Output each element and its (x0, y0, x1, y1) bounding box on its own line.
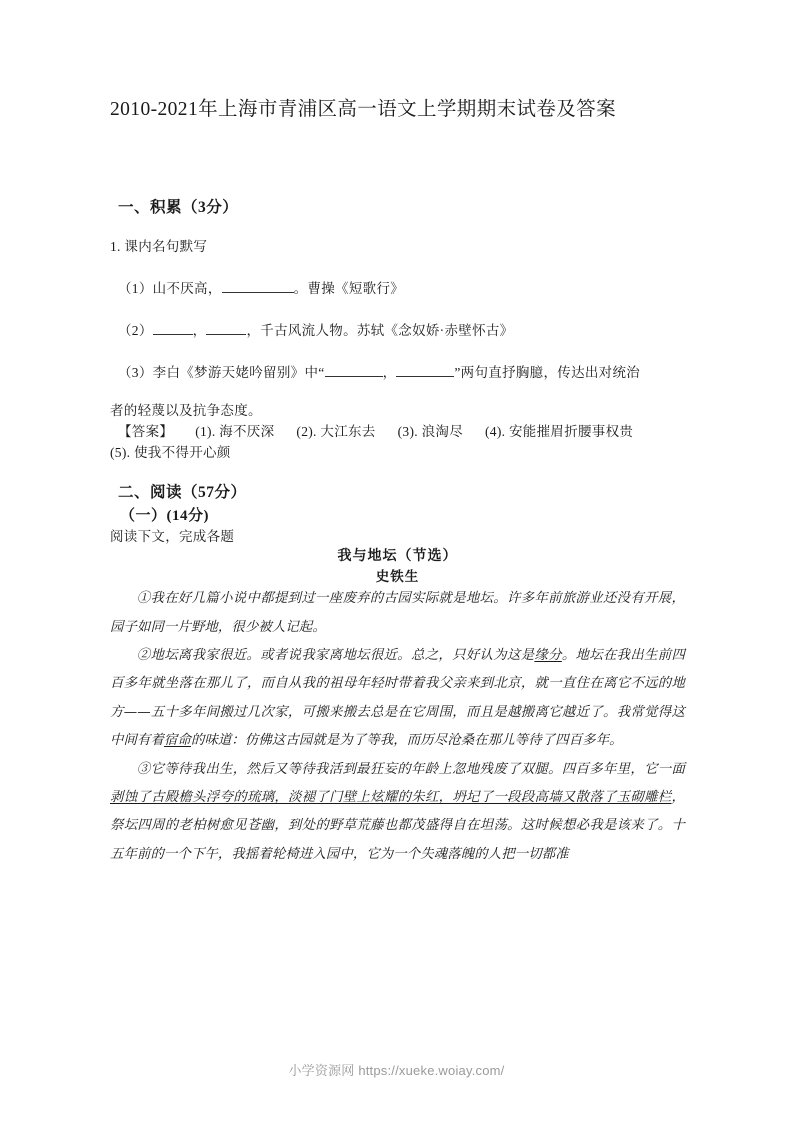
footer-site-name: 小学资源网 (288, 1063, 355, 1078)
paragraph-1-marker: ① (136, 591, 151, 607)
blank-field-3b[interactable] (396, 376, 454, 377)
blank-field-3a[interactable] (325, 376, 383, 377)
paragraph-3-marker: ③ (136, 761, 151, 777)
item-2-after: ，千古风流人物。苏轼《念奴娇·赤壁怀古》 (246, 323, 514, 339)
question-1-label: 1. 课内名句默写 (110, 238, 208, 254)
page-title: 2010-2021年上海市青浦区高一语文上学期期末试卷及答案 (110, 99, 616, 120)
paragraph-3-run-2: ，祭坛四周的老柏树愈见苍幽，到处的野草荒藤也都茂盛得自在坦荡。这时候想必我是该来了。十五年前的一个下午，我摇着轮椅进入园中，它为一个失魂落魄的人把一切都准 (110, 790, 685, 862)
paragraph-2-run-2: 。地坛在我出生前四百多年就坐落在那儿了，而自从我的祖母年轻时带着我父亲来到北京，就一直住在离它不远的地方——五十多年间搬过几次家，可搬来搬去总是在它周围，而且是越搬离它越近了。我常觉得这中间有着 (110, 648, 685, 749)
section-one-heading: 一、积累（3分） (118, 199, 239, 217)
item-1-after: 。曹操《短歌行》 (293, 280, 405, 296)
answer-item-4: (4). 安能摧眉折腰事权贵 (485, 423, 634, 439)
item-2-mid: ， (192, 323, 207, 339)
question-1-item-1 (118, 279, 685, 299)
answer-item-2: (2). 大江东去 (296, 423, 376, 439)
question-1-item-2 (118, 321, 685, 341)
item-1-label: （1） (118, 280, 153, 296)
item-1-before: 山不厌高， (152, 280, 222, 296)
passage-paragraph-2 (110, 642, 685, 756)
answer-line-continued: (5). 使我不得开心颜 (110, 445, 231, 461)
passage-title: 我与地坛（节选） (337, 549, 458, 565)
paragraph-2-underlined-term-1: 缘分 (534, 648, 562, 664)
passage-paragraph-1 (110, 585, 685, 642)
blank-field-2b[interactable] (206, 334, 246, 335)
footer-url[interactable]: https://xueke.woiay.com/ (358, 1063, 505, 1078)
blank-field-1[interactable] (222, 292, 294, 293)
item-2-label: （2） (118, 323, 153, 339)
paragraph-2-run-3: 的味道：仿佛这古园就是为了等我，而历尽沧桑在那儿等待了四百多年。 (190, 733, 623, 749)
paragraph-1-text: 我在好几篇小说中都提到过一座废弃的古园实际就是地坛。许多年前旅游业还没有开展，园子如同一片野地，很少被人记起。 (110, 591, 685, 635)
answer-item-1: (1). 海不厌深 (195, 423, 275, 439)
document-content (110, 96, 685, 869)
answer-item-3: (3). 浪淘尽 (397, 423, 464, 439)
item-3-label: （3） (118, 365, 153, 381)
answer-label: 【答案】 (118, 423, 174, 439)
paragraph-2-underlined-term-2: 宿命 (163, 733, 191, 749)
item-3-after: ”两句直抒胸臆，传达出对统治 (454, 365, 641, 381)
section-two-heading: 二、阅读（57分） (118, 483, 247, 501)
paragraph-2-run-1: 地坛离我家很近。或者说我家离地坛很近。总之，只好认为这是 (150, 648, 535, 664)
paragraph-2-marker: ② (136, 648, 151, 664)
passage-paragraph-3 (110, 756, 685, 870)
answer-line (118, 421, 685, 443)
paragraph-3-underlined-passage: 剥蚀了古殿檐头浮夸的琉璃，淡褪了门壁上炫耀的朱红，坍圮了一段段高墙又散落了玉砌雕栏 (110, 790, 672, 806)
footer-watermark (0, 1060, 793, 1079)
blank-field-2a[interactable] (153, 334, 193, 335)
reading-instruction: 阅读下文，完成各题 (110, 529, 235, 545)
paragraph-3-run-1: 它等待我出生，然后又等待我活到最狂妄的年龄上忽地残废了双腿。四百多年里，它一面 (150, 761, 685, 777)
title-spacer (110, 124, 685, 196)
item-3-mid: ， (382, 365, 397, 381)
section-two-subheading: （一）(14分) (120, 508, 209, 525)
passage-author: 史铁生 (375, 569, 420, 585)
question-1-item-3-wrap: 者的轻蔑以及抗争态度。 (110, 402, 262, 418)
question-1-item-3 (118, 363, 685, 383)
item-3-before: 李白《梦游天姥吟留别》中“ (152, 365, 325, 381)
